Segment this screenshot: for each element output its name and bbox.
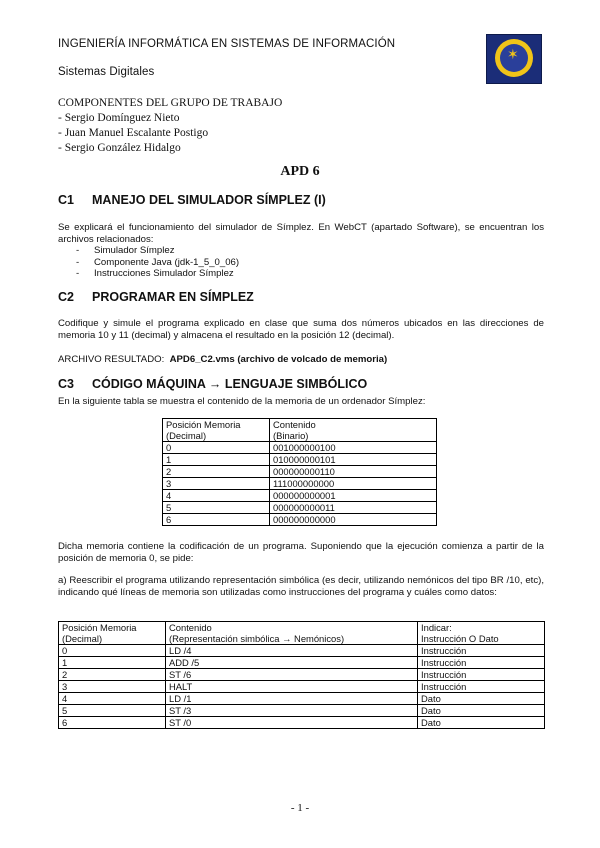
table-row (163, 454, 437, 466)
group-block (58, 96, 282, 156)
document-title: APD 6 (280, 164, 320, 179)
table-cell: 1 (163, 454, 270, 466)
header-line: Contenido (273, 419, 316, 430)
table-cell: LD /1 (166, 693, 418, 705)
header-line: (Decimal) (62, 633, 103, 644)
section-c1-heading (58, 193, 326, 207)
list-item: - Instrucciones Simulador Símplez (76, 268, 239, 280)
section-c3-intro: En la siguiente tabla se muestra el contenido de la memoria de un ordenador Símplez: (58, 396, 426, 407)
section-title: CÓDIGO MÁQUINA → LENGUAJE SIMBÓLICO (92, 377, 368, 391)
table-cell: ST /6 (166, 669, 418, 681)
table-cell: Instrucción (418, 657, 545, 669)
table-cell: 3 (163, 478, 270, 490)
table-cell: 3 (59, 681, 166, 693)
table-header-row (163, 419, 437, 442)
section-c2-heading (58, 290, 254, 304)
table-row (163, 490, 437, 502)
section-c3-heading (58, 377, 367, 391)
table-row (163, 514, 437, 526)
table-row (59, 669, 545, 681)
table-row (59, 681, 545, 693)
table-cell: 6 (163, 514, 270, 526)
header-line: Instrucción O Dato (421, 633, 499, 644)
memory-table (162, 418, 437, 526)
table-cell: 000000000110 (270, 466, 437, 478)
list-item: - Componente Java (jdk-1_5_0_06) (76, 257, 239, 269)
section-number: C2 (58, 290, 74, 304)
table-cell: 000000000011 (270, 502, 437, 514)
result-filename: APD6_C2.vms (archivo de volcado de memoria) (169, 354, 388, 365)
table-cell: Dato (418, 693, 545, 705)
section-c3-paragraph3: a) Reescribir el programa utilizando representación simbólica (es decir, utilizando nemónicos del tipo BR /10, etc), indicando qué líneas de memoria son utilizadas como instrucciones del programa y cuáles como datos: (58, 575, 544, 598)
list-item: - Simulador Símplez (76, 245, 239, 257)
symbolic-table (58, 621, 545, 729)
group-member: - Sergio González Hidalgo (58, 142, 181, 154)
table-row (59, 645, 545, 657)
table-cell: ST /3 (166, 705, 418, 717)
section-number: C3 (58, 377, 74, 391)
result-file-line (58, 354, 387, 365)
group-member: - Juan Manuel Escalante Postigo (58, 127, 209, 139)
table-cell: 1 (59, 657, 166, 669)
result-label: ARCHIVO RESULTADO: (58, 354, 165, 365)
table-row (59, 705, 545, 717)
table-cell: 010000000101 (270, 454, 437, 466)
table-header-cell (270, 419, 437, 442)
table-header-cell (59, 622, 166, 645)
table-cell: ST /0 (166, 717, 418, 729)
table-cell: 000000000000 (270, 514, 437, 526)
header-line: Posición Memoria (62, 622, 137, 633)
table-row (163, 466, 437, 478)
table-cell: 5 (59, 705, 166, 717)
crest-star-icon: ✶ (507, 46, 519, 62)
header-line: (Decimal) (166, 430, 207, 441)
table-row (59, 693, 545, 705)
section-c2-paragraph: Codifique y simule el programa explicado en clase que suma dos números ubicados en las direcciones de memoria 10 y 11 (decimal) y almacena el resultado en la posición 12 (decimal). (58, 318, 544, 341)
section-title: PROGRAMAR EN SÍMPLEZ (92, 290, 254, 304)
table-header-cell (166, 622, 418, 645)
institution-title: INGENIERÍA INFORMÁTICA EN SISTEMAS DE INFORMACIÓN (58, 38, 396, 50)
table-cell: 4 (163, 490, 270, 502)
page-number: - 1 - (290, 802, 310, 814)
table-row (59, 717, 545, 729)
table-cell: 2 (59, 669, 166, 681)
table-cell: 0 (163, 442, 270, 454)
table-row (59, 657, 545, 669)
header-line: (Representación simbólica → Nemónicos) (169, 633, 345, 644)
group-member: - Sergio Domínguez Nieto (58, 112, 180, 124)
table-cell: LD /4 (166, 645, 418, 657)
section-c3-paragraph2: Dicha memoria contiene la codificación de un programa. Suponiendo que la ejecución comienza a partir de la posición de memoria 0, se pide: (58, 541, 544, 564)
table-cell: 0 (59, 645, 166, 657)
table-cell: Instrucción (418, 681, 545, 693)
table-cell: Dato (418, 717, 545, 729)
table-cell: 4 (59, 693, 166, 705)
table-row (163, 502, 437, 514)
table-cell: ADD /5 (166, 657, 418, 669)
table-cell: 5 (163, 502, 270, 514)
table-row (163, 442, 437, 454)
table-cell: Instrucción (418, 669, 545, 681)
table-cell: Instrucción (418, 645, 545, 657)
table-cell: HALT (166, 681, 418, 693)
table-cell: 6 (59, 717, 166, 729)
table-cell: 111000000000 (270, 478, 437, 490)
table-cell: Dato (418, 705, 545, 717)
section-c1-list (76, 245, 239, 280)
table-header-cell (418, 622, 545, 645)
table-cell: 2 (163, 466, 270, 478)
section-c1-paragraph: Se explicará el funcionamiento del simulador de Símplez. En WebCT (apartado Software), se encuentran los archivos relacionados: (58, 222, 544, 245)
group-title: COMPONENTES DEL GRUPO DE TRABAJO (58, 97, 283, 109)
header-line: Posición Memoria (166, 419, 241, 430)
table-cell: 001000000100 (270, 442, 437, 454)
table-header-cell (163, 419, 270, 442)
header-line: Indicar: (421, 622, 452, 633)
section-number: C1 (58, 193, 74, 207)
course-name: Sistemas Digitales (58, 66, 155, 78)
table-row (163, 478, 437, 490)
table-header-row (59, 622, 545, 645)
header-line: (Binario) (273, 430, 309, 441)
university-crest-icon (486, 34, 542, 84)
header-line: Contenido (169, 622, 212, 633)
section-title: MANEJO DEL SIMULADOR SÍMPLEZ (I) (92, 193, 326, 207)
table-cell: 000000000001 (270, 490, 437, 502)
